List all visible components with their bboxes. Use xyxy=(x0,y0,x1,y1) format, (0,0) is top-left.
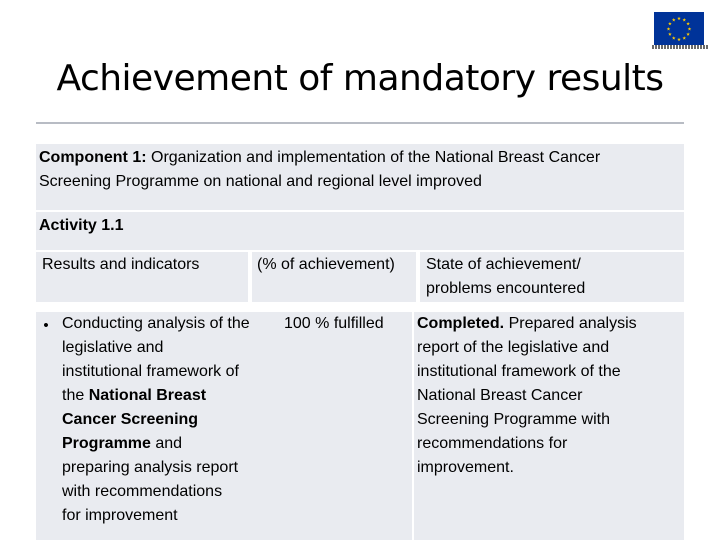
header-achievement-label: (% of achievement) xyxy=(257,256,395,273)
result-line: institutional framework of xyxy=(62,363,239,380)
result-line: with recommendations xyxy=(62,483,223,500)
activity-cell xyxy=(36,212,684,250)
achievement-value: 100 % fulfilled xyxy=(284,315,384,332)
page-title: Achievement of mandatory results xyxy=(56,58,664,99)
result-line: for improvement xyxy=(62,507,178,524)
header-achievement xyxy=(252,252,416,302)
header-state xyxy=(420,252,684,302)
component-label: Component 1: xyxy=(39,149,147,166)
state-line: Screening Programme with xyxy=(417,411,610,428)
header-results-label: Results and indicators xyxy=(42,256,200,273)
state-line-bold: Completed. xyxy=(417,315,505,332)
header-state-line2: problems encountered xyxy=(426,280,586,297)
achievement-cell xyxy=(278,312,412,540)
header-results xyxy=(36,252,248,302)
result-line-bold: National Breast xyxy=(88,387,207,404)
eu-caption-text xyxy=(652,45,708,49)
state-line: Prepared analysis xyxy=(504,315,637,332)
state-line: report of the legislative and xyxy=(417,339,610,356)
component-text-line1: Organization and implementation of the National Breast Cancer xyxy=(151,149,601,166)
result-line-bold: Cancer Screening xyxy=(62,411,199,428)
state-line: institutional framework of the xyxy=(417,363,621,380)
result-line: the xyxy=(62,387,89,404)
activity-label: Activity 1.1 xyxy=(39,217,124,234)
component-cell xyxy=(36,144,684,210)
result-cell xyxy=(36,312,278,540)
bullet-icon: • xyxy=(43,317,49,334)
state-cell xyxy=(414,312,684,540)
result-line: and xyxy=(150,435,183,452)
title-divider xyxy=(36,122,684,124)
result-line-bold: Programme xyxy=(62,435,151,452)
result-line: Conducting analysis of the xyxy=(62,315,250,332)
state-line: improvement. xyxy=(417,459,514,476)
result-line: legislative and xyxy=(62,339,164,356)
result-line: preparing analysis report xyxy=(62,459,239,476)
component-text-line2: Screening Programme on national and regional level improved xyxy=(39,173,482,190)
eu-flag-icon xyxy=(654,12,704,46)
header-state-line1: State of achievement/ xyxy=(426,256,581,273)
state-line: recommendations for xyxy=(417,435,568,452)
state-line: National Breast Cancer xyxy=(417,387,583,404)
